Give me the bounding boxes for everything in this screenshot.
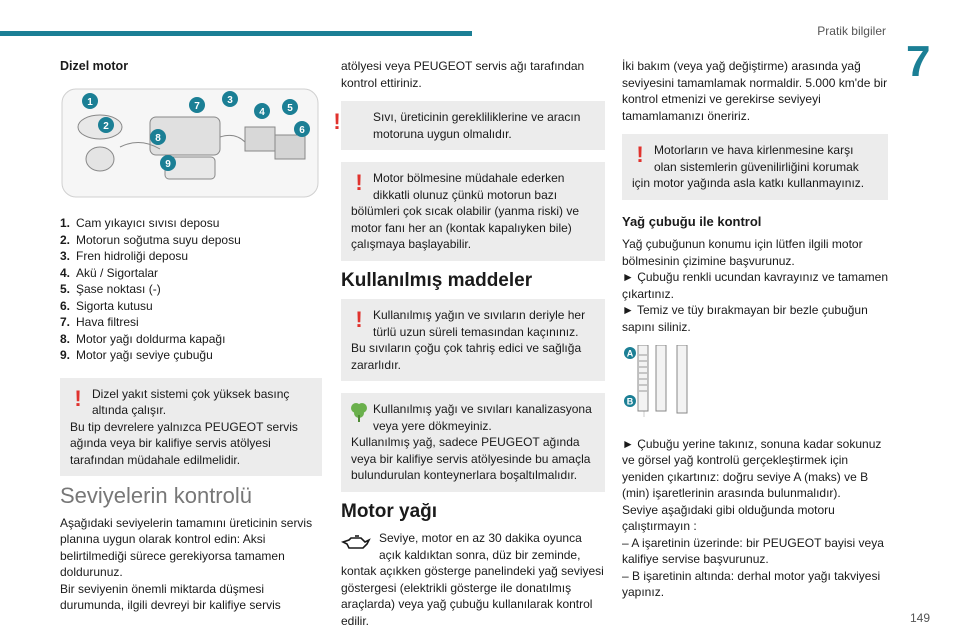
callout-6: 6	[299, 124, 305, 136]
section-title-engine-oil: Motor yağı	[341, 500, 438, 522]
step-4: Seviye aşağıdaki gibi olduğunda motoru çalıştırmayın :	[622, 502, 835, 533]
list-item: 7. Hava filtresi	[60, 315, 139, 329]
section-title-diesel: Dizel motor	[60, 59, 129, 73]
step-2: ► Temiz ve tüy bırakmayan bir bezle çubuğun sapını siliniz.	[622, 303, 868, 334]
warning-icon: !	[636, 142, 644, 167]
callout-2: 2	[103, 120, 109, 132]
callout-9: 9	[165, 158, 171, 170]
dipstick-figure	[622, 345, 712, 419]
header-accent-bar	[0, 31, 472, 36]
callout-7: 7	[194, 100, 200, 112]
chapter-number: 7	[906, 37, 931, 86]
oil-can-icon	[341, 534, 371, 552]
warning-icon: !	[355, 307, 363, 332]
warning-icon: !	[74, 385, 82, 411]
eco-box-disposal: Kullanılmış yağı ve sıvıları kanalizasyona veya yere dökmeyiniz. Kullanılmış yağ, sadece PEUGEOT ağında veya bir kalifiye servis atölyesinde bu amaçla bulundurulan konteynerlara boşaltılmalıdır.	[341, 393, 605, 492]
warning-box-hot-parts: ! Motor bölmesine müdahale ederken dikkatli olunuz çünkü motorun bazı bölümleri çok sıcak olabilir (yanma riski) ve motor fanı her an (kontak kapalıyken bile) çalışmaya başlayabilir.	[341, 162, 605, 261]
dipstick-paragraph: Yağ çubuğunun konumu için lütfen ilgili motor bölmesinin çizimine başvurunuz.	[622, 237, 863, 268]
top-paragraph: İki bakım (veya yağ değiştirme) arasında yağ seviyesini tamamlamak normaldir. 5.000 km'de bir kontrol etmenizi ve gerekirse seviyeyi tamamlamanızı öneririz.	[622, 59, 888, 123]
column-right	[622, 58, 888, 601]
warning-box-fluid-spec: ! Sıvı, üreticinin gerekliliklerine ve aracın motoruna uygun olmalıdır.	[341, 101, 605, 150]
page-header-title: Pratik bilgiler	[817, 24, 886, 38]
warning-box-additives: ! Motorların ve hava kirlenmesine karşı olan sistemlerin güvenilirliğini korumak için motor yağında asla katkı kullanmayınız.	[622, 134, 888, 200]
step-1: ► Çubuğu renkli ucundan kavrayınız ve tamamen çıkartınız.	[622, 270, 889, 301]
column-middle	[333, 58, 605, 629]
marker-a: A	[626, 348, 634, 359]
list-item: 6. Sigorta kutusu	[60, 298, 153, 313]
engine-bay-figure	[60, 87, 320, 199]
list-item: 2. Motorun soğutma suyu deposu	[60, 232, 241, 247]
marker-b: B	[626, 396, 634, 407]
levels-paragraph: Aşağıdaki seviyelerin tamamını üreticinin servis planına uygun olarak kontrol edin: Aksi belirtilmediği sürece gerekiyorsa tamamen doldurunuz.	[60, 515, 313, 579]
levels-paragraph-2: Bir seviyenin önemli miktarda düşmesi durumunda, ilgili devreyi bir kalifiye servis	[60, 581, 281, 612]
warning-box-diesel-pressure: ! Dizel yakıt sistemi çok yüksek basınç altında çalışır. Bu tip devrelere yalnızca PEUGEOT servis ağında veya bir kalifiye servis atölyesi tarafından müdahale edilmelidir.	[60, 378, 322, 477]
continued-paragraph: atölyesi veya PEUGEOT servis ağı tarafından kontrol ettiriniz.	[341, 59, 585, 90]
engine-oil-paragraph: Seviye, motor en az 30 dakika oyunca açık kaldıktan sonra, düz bir zeminde, kontak açıkken gösterge panelindeki yağ seviyesi göstergesi (elektrikli gösterge ile donatılmış araçlarda) veya yağ çubuğu kullanılarak kontrol edilir.	[341, 531, 604, 628]
component-list	[60, 215, 322, 364]
callout-1: 1	[87, 96, 93, 108]
page-number: 149	[909, 611, 930, 625]
callout-5: 5	[287, 102, 293, 114]
warning-icon: !	[355, 170, 363, 195]
list-item: 9. Motor yağı seviye çubuğu	[60, 348, 213, 362]
list-item: 8. Motor yağı doldurma kapağı	[60, 331, 226, 346]
step-3: ► Çubuğu yerine takınız, sonuna kadar sokunuz ve görsel yağ kontrolü gerçekleştirmek için yeniden çıkartınız: doğru seviye A (maks) ve B (min) işaretlerinin arasında bulunmalıdır).	[622, 436, 882, 500]
section-title-dipstick: Yağ çubuğu ile kontrol	[622, 213, 762, 229]
section-title-levels: Seviyelerin kontrolü	[60, 483, 252, 508]
list-item: 3. Fren hidroliği deposu	[60, 249, 189, 263]
callout-8: 8	[155, 132, 161, 144]
list-item: 5. Şase noktası (-)	[60, 282, 161, 296]
section-title-used-substances: Kullanılmış maddeler	[341, 269, 533, 291]
warning-box-skin-contact: ! Kullanılmış yağın ve sıvıların deriyle her türlü uzun süreli temasından kaçınınız. Bu sıvıların çoğu çok tahriş edici ve sağlığa zararlıdır.	[341, 299, 605, 381]
eco-leaf-icon	[349, 401, 369, 423]
callout-4: 4	[259, 106, 265, 118]
dash-a: – A işaretinin üzerinde: bir PEUGEOT bayisi veya kalifiye servise başvurunuz.	[622, 535, 884, 566]
dash-b: – B işaretinin altında: derhal motor yağı takviyesi yapınız.	[622, 568, 881, 599]
callout-3: 3	[227, 94, 233, 106]
list-item: 4. Akü / Sigortalar	[60, 265, 159, 280]
warning-icon: !	[333, 109, 341, 134]
column-left	[60, 58, 322, 614]
list-item: 1. Cam yıkayıcı sıvısı deposu	[60, 216, 220, 230]
